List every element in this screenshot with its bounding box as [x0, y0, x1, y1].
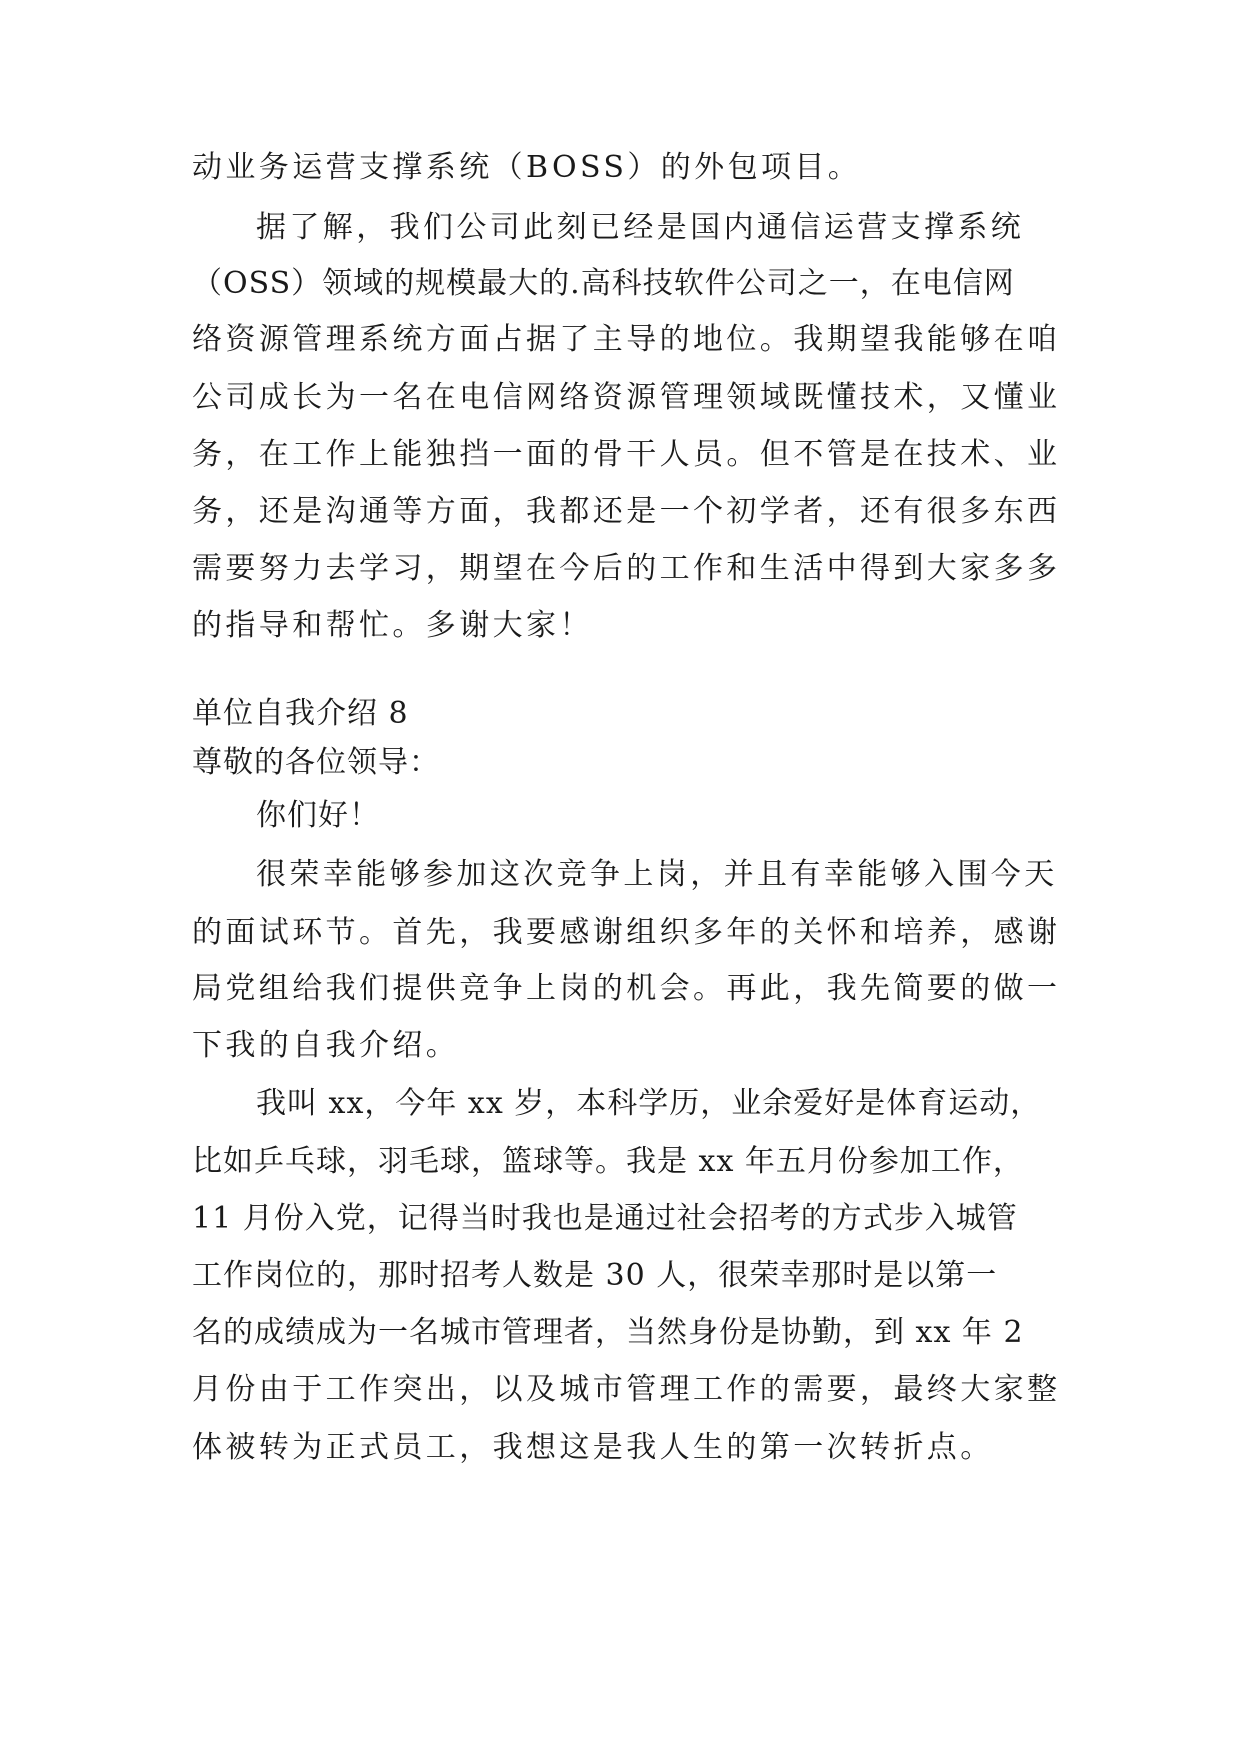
text-line: 下我的自我介绍。	[192, 1028, 460, 1063]
salutation: 尊敬的各位领导：	[192, 745, 440, 780]
text-line: 名的成绩成为一名城市管理者，当然身份是协勤，到 xx 年 2	[192, 1315, 1024, 1350]
text-line: 务，在工作上能独挡一面的骨干人员。但不管是在技术、业	[192, 437, 1061, 472]
paragraph-start: 我叫 xx，今年 xx 岁，本科学历，业余爱好是体育运动，	[256, 1086, 1042, 1121]
section-heading: 单位自我介绍 8	[192, 696, 409, 731]
text-line: 务，还是沟通等方面，我都还是一个初学者，还有很多东西	[192, 494, 1061, 529]
text-line: 络资源管理系统方面占据了主导的地位。我期望我能够在咱	[192, 322, 1061, 357]
text-line: 公司成长为一名在电信网络资源管理领域既懂技术，又懂业	[192, 380, 1061, 415]
text-line: 的指导和帮忙。多谢大家！	[192, 608, 593, 643]
text-line: 局党组给我们提供竞争上岗的机会。再此，我先简要的做一	[192, 971, 1061, 1006]
text-line: 需要努力去学习，期望在今后的工作和生活中得到大家多多	[192, 551, 1061, 586]
greeting: 你们好！	[256, 798, 380, 833]
text-line: 11 月份入党，记得当时我也是通过社会招考的方式步入城管	[192, 1201, 1018, 1236]
text-line: 月份由于工作突出，以及城市管理工作的需要，最终大家整	[192, 1372, 1061, 1407]
text-line: 体被转为正式员工，我想这是我人生的第一次转折点。	[192, 1430, 994, 1465]
paragraph-start: 据了解，我们公司此刻已经是国内通信运营支撑系统	[256, 210, 1025, 245]
text-line: 的面试环节。首先，我要感谢组织多年的关怀和培养，感谢	[192, 915, 1061, 950]
text-line: 动业务运营支撑系统（BOSS）的外包项目。	[192, 150, 862, 185]
text-line: （OSS）领域的规模最大的.高科技软件公司之一，在电信网	[192, 266, 1015, 301]
paragraph-start: 很荣幸能够参加这次竞争上岗，并且有幸能够入围今天	[256, 857, 1058, 892]
text-line: 比如乒乓球，羽毛球，篮球等。我是 xx 年五月份参加工作，	[192, 1144, 1024, 1179]
text-line: 工作岗位的，那时招考人数是 30 人，很荣幸那时是以第一	[192, 1258, 998, 1293]
